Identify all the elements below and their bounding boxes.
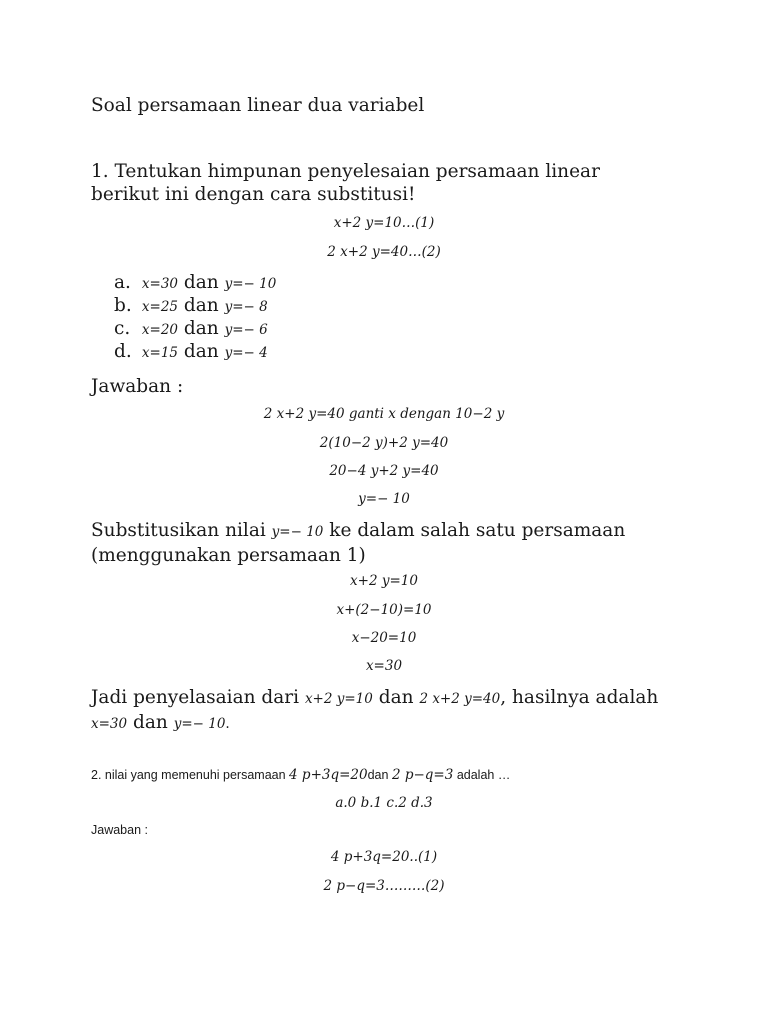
substitution-step: x=30 [365,658,403,674]
option-y-value: y=− 8 [224,299,268,315]
substitution-text: Substitusikan nilai y=− 10 ke dalam salah satu persamaan (menggunakan persamaan 1) [91,520,626,566]
equation-2: 2 x+2 y=40…(2) [327,244,441,260]
option-separator: dan [183,295,219,316]
question-2-choices: a.0 b.1 c.2 d.3 [335,795,433,811]
substitution-step: x−20=10 [351,630,417,646]
equation-1: x+2 y=10…(1) [333,215,435,231]
option-separator: dan [183,318,219,339]
option-separator: dan [183,272,219,293]
solution-step: y=− 10 [358,491,410,507]
option-x-value: x=25 [141,299,178,315]
option-x-value: x=20 [141,322,178,338]
option-label: d. [114,341,132,362]
question-1-line-1: 1. Tentukan himpunan penyelesaian persamaan linear [91,161,600,182]
solution-step: 20−4 y+2 y=40 [329,463,439,479]
option-label: c. [114,318,131,339]
option-x-value: x=15 [141,345,178,361]
substitution-value: y=− 10 [271,524,324,540]
conclusion-text: Jadi penyelasaian dari x+2 y=10 dan 2 x+2 y=40, hasilnya adalah x=30 dan y=− 10. [91,687,659,733]
question-1-text [91,160,691,206]
option-c [114,318,268,341]
question-2-text: 2. nilai yang memenuhi persamaan 4 p+3q=20dan 2 p−q=3 adalah … [91,767,511,783]
option-x-value: x=30 [141,276,178,292]
substitution-step: x+2 y=10 [350,573,418,589]
option-y-value: y=− 10 [224,276,277,292]
page-title: Soal persamaan linear dua variabel [91,95,425,116]
substitution-step: x+(2−10)=10 [336,602,432,618]
option-a [114,272,276,295]
option-d [114,341,268,364]
option-b [114,295,268,318]
question-2-equation-2: 2 p−q=3………(2) [323,878,445,894]
option-separator: dan [183,341,219,362]
option-label: b. [114,295,132,316]
option-y-value: y=− 6 [224,322,268,338]
solution-step: 2 x+2 y=40 ganti x dengan 10−2 y [263,406,505,422]
answer-heading-1: Jawaban : [91,376,184,397]
option-label: a. [114,272,131,293]
answer-heading-2: Jawaban : [91,823,148,837]
option-y-value: y=− 4 [224,345,268,361]
solution-step: 2(10−2 y)+2 y=40 [319,435,449,451]
question-2-equation-1: 4 p+3q=20..(1) [330,849,438,865]
question-1-line-2: berikut ini dengan cara substitusi! [91,184,416,205]
